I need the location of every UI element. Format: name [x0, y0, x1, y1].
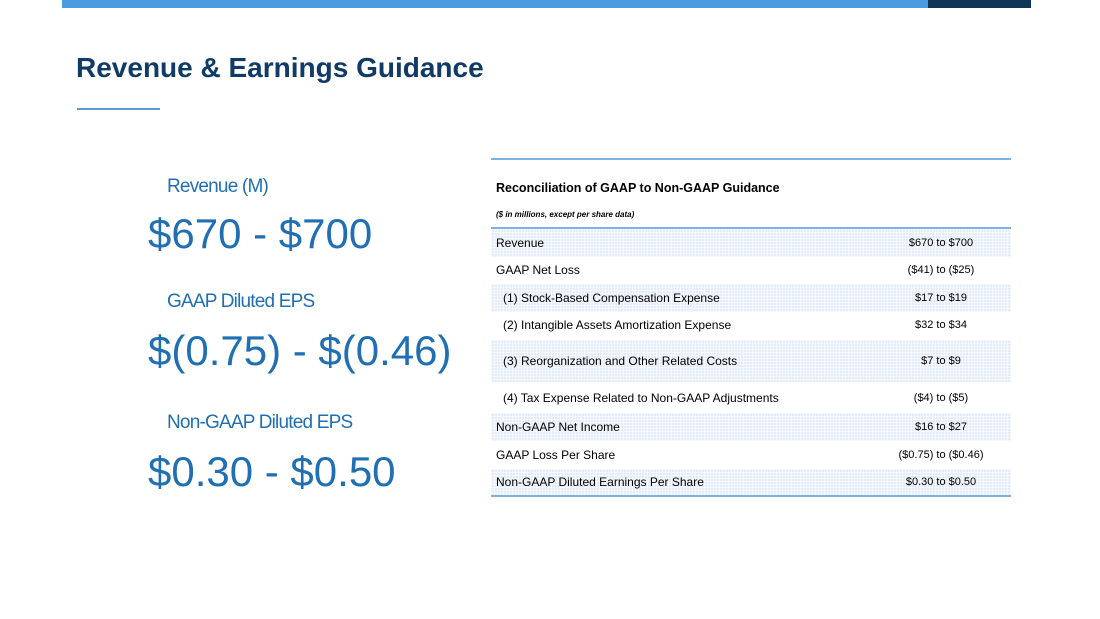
table-row	[491, 284, 1011, 312]
table-row	[491, 384, 1011, 412]
row-label: (1) Stock-Based Compensation Expense	[503, 291, 720, 305]
row-label: (2) Intangible Assets Amortization Expense	[503, 318, 732, 332]
revenue-label: Revenue (M)	[167, 176, 269, 197]
reconciliation-table	[491, 158, 1011, 498]
row-value: $0.30 to $0.50	[905, 476, 977, 488]
non-gaap-eps-label: Non-GAAP Diluted EPS	[167, 412, 353, 433]
table-row	[491, 442, 1011, 468]
top-accent-bar-dark	[928, 0, 1031, 8]
table-subtitle: ($ in millions, except per share data)	[496, 210, 635, 219]
row-value: $16 to $27	[915, 421, 967, 433]
table-row	[491, 257, 1011, 283]
table-title: Reconciliation of GAAP to Non-GAAP Guidance	[496, 181, 780, 195]
row-label: Revenue	[496, 236, 545, 250]
row-value: ($41) to ($25)	[907, 264, 975, 276]
row-value: ($0.75) to ($0.46)	[898, 449, 984, 461]
revenue-value: $670 - $700	[148, 210, 373, 257]
row-value: $32 to $34	[915, 319, 967, 331]
top-accent-bar	[62, 0, 928, 8]
table-row	[491, 469, 1011, 497]
row-label: Non-GAAP Diluted Earnings Per Share	[496, 475, 704, 489]
row-label: (3) Reorganization and Other Related Costs	[503, 354, 738, 368]
non-gaap-eps-value: $0.30 - $0.50	[148, 448, 396, 495]
slide-title: Revenue & Earnings Guidance	[76, 52, 484, 83]
table-row	[491, 413, 1011, 441]
row-label: (4) Tax Expense Related to Non-GAAP Adjustments	[503, 391, 779, 405]
row-value: $17 to $19	[915, 292, 967, 304]
row-label: Non-GAAP Net Income	[496, 420, 620, 434]
row-value: $7 to $9	[921, 355, 961, 367]
gaap-eps-label: GAAP Diluted EPS	[167, 291, 315, 312]
table-row	[491, 340, 1011, 382]
row-label: GAAP Net Loss	[496, 263, 580, 277]
row-value: ($4) to ($5)	[913, 392, 969, 404]
row-label: GAAP Loss Per Share	[496, 448, 616, 462]
table-top-rule	[491, 158, 1011, 160]
table-row	[491, 227, 1011, 257]
gaap-eps-value: $(0.75) - $(0.46)	[148, 327, 452, 374]
table-row	[491, 312, 1011, 338]
title-underline	[77, 108, 160, 110]
row-value: $670 to $700	[908, 237, 974, 249]
